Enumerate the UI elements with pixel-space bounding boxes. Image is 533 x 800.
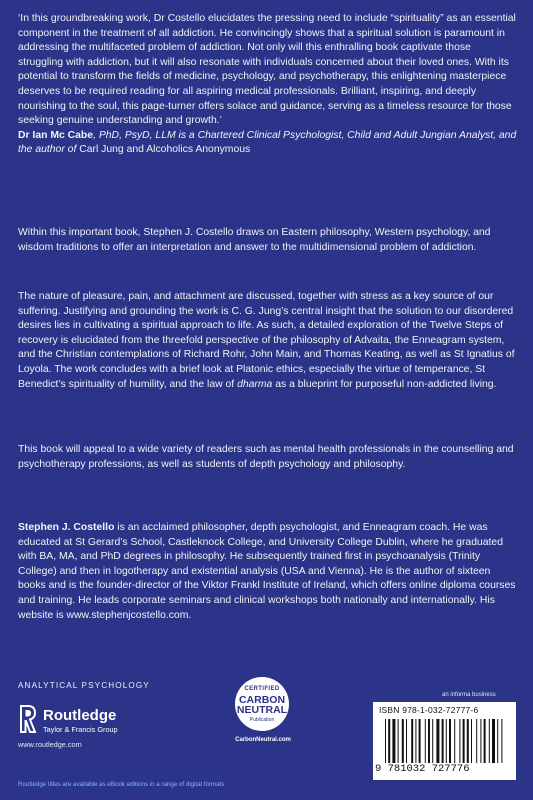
description-paragraph-2 bbox=[18, 290, 518, 392]
barcode-icon bbox=[385, 719, 511, 763]
publisher-url: www.routledge.com bbox=[18, 740, 82, 749]
quote-author-name: Dr Ian Mc Cabe bbox=[18, 129, 94, 141]
quote-text: ‘In this groundbreaking work, Dr Costello elucidates the pressing need to include “spirituality” as an essential component in the treatment of all addiction. He convincingly shows that a spiritual solution is paramount in addressing the multifaceted problem of addiction. Not only will this enthralling book captivate those struggling with addiction, but it will also resonate with individuals concerned about their loved ones. With its potential to transform the fields of medicine, psychology, and psychotherapy, this enlightening masterpiece deserves to be required reading for all aspiring medical professionals. Brilliant, inspiring, and deeply nourishing to the soul, this page-turner offers solace and guidance, serving as a timeless resource for those seeking genuine understanding and growth.’ bbox=[18, 13, 516, 127]
carbon-neutral-badge bbox=[231, 677, 295, 757]
quote-author-book: Carl Jung and Alcoholics Anonymous bbox=[79, 144, 251, 156]
publisher-group: Taylor & Francis Group bbox=[43, 725, 118, 734]
carbon-publication-label: Publication bbox=[249, 717, 275, 723]
author-bio-name: Stephen J. Costello bbox=[18, 522, 115, 533]
author-bio-text: is an acclaimed philosopher, depth psychologist, and Enneagram coach. He was educated at St Gerard’s School, Castleknock College, and University College Dublin, where he graduated with BA, MA, and PhD degrees in philosophy. He subsequently trained first in psychoanalysis (Trinity College) and then in logotherapy and existential analysis (USA and Vienna). He is the author of sixteen books and is the founder-director of the Viktor Frankl Institute of Ireland, which offers online diploma courses and training. He leads corporate seminars and clinical workshops both nationally and internationally. His website is www.stephenjcostello.com. bbox=[18, 522, 516, 621]
para2-emphasis: dharma bbox=[237, 378, 273, 390]
routledge-r-icon bbox=[18, 705, 38, 733]
quote-author-role: , PhD, PsyD, LLM is a Chartered Clinical Psychologist, Child and Adult Jungian Analyst, and the author of bbox=[18, 129, 517, 156]
endorsement-quote bbox=[18, 12, 518, 158]
carbon-certified-label: CERTIFIED bbox=[244, 686, 280, 692]
description-paragraph-3: This book will appeal to a wide variety of readers such as mental health professionals in the counselling and psychotherapy professions, as well as students of depth psychology and philosophy. bbox=[18, 444, 514, 470]
carbon-neutral-url: CarbonNeutral.com bbox=[235, 737, 291, 743]
para2-text-b: as a blueprint for purposeful non-addicted living. bbox=[272, 378, 497, 390]
series-label: ANALYTICAL PSYCHOLOGY bbox=[18, 681, 150, 690]
publisher-name: Routledge bbox=[43, 707, 117, 724]
para2-text-a: The nature of pleasure, pain, and attachment are discussed, together with stress as a key source of our suffering. Justifying and grounding the work is C. G. Jung’s central insight that the solution to our disordered desires lies in cultivating a spiritual approach to life. As such, a detailed exploration of the Twelve Steps of recovery is elucidated from the threefold perspective of the philosophy of Advaita, the Enneagram system, and the Christian contemplations of Richard Rohr, John Main, and Thomas Keating, as well as St Ignatius of Loyola. The work concludes with a brief look at Platonic ethics, especially the virtue of temperance, St Benedict’s spirituality of humility, and the law of bbox=[18, 291, 515, 390]
barcode-digits: 9 781032 727776 bbox=[375, 763, 470, 775]
isbn-barcode-box bbox=[373, 702, 516, 780]
ebook-note: Routledge titles are available as eBook editions in a range of digital formats bbox=[18, 781, 225, 788]
informa-label: an informa business bbox=[442, 692, 496, 698]
description-paragraph-1: Within this important book, Stephen J. Costello draws on Eastern philosophy, Western psychology, and wisdom traditions to offer an interpretation and answer to the multidimensional problem of addiction. bbox=[18, 227, 491, 253]
isbn-text: ISBN 978-1-032-72777-6 bbox=[379, 705, 479, 715]
carbon-neutral-icon bbox=[235, 677, 289, 731]
publisher-logo bbox=[18, 703, 168, 748]
author-bio bbox=[18, 521, 518, 623]
carbon-neutral-label: CARBON NEUTRAL bbox=[236, 694, 288, 716]
